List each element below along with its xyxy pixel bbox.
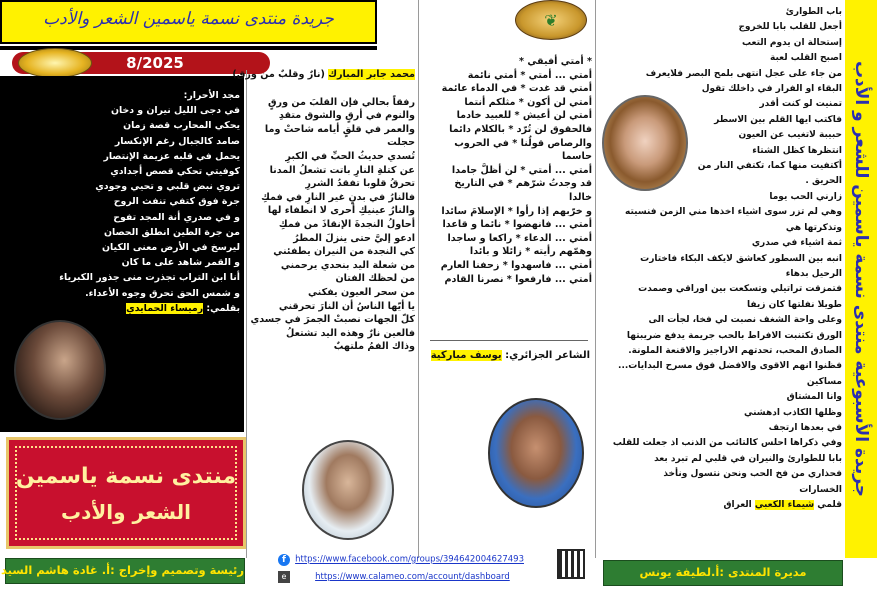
poem-line: وهمّهم رأيته * زائلا و بائدا (469, 246, 592, 258)
poem-line: وتذكرتها هي (785, 222, 842, 233)
poem-line: حبيبة لاتغيب عن العيون (738, 130, 842, 141)
poem-line: كوفيتي تحكي قصص أجدادي (110, 166, 240, 178)
author-name: محمد جابر المبارك (328, 69, 415, 80)
poem-line: طويلا نفلتها كان زيفا (747, 299, 842, 310)
gold-seal-emblem (18, 48, 92, 78)
poem-line: البقاء او الفرار في داخلك تقول (701, 84, 842, 95)
poem-line: أمتي ... الدعاء * راكعا و ساجدا (447, 232, 592, 244)
poem-line: كلّ الجهات نصبتْ الجمرَ في جسدي (250, 314, 415, 326)
signature-prefix: بقلمي: (206, 302, 240, 314)
poem-line: انبه بين السطور كعاشق لايكف البكاء فاختارت (640, 253, 842, 264)
poem-line: الخسارات (799, 484, 842, 495)
poem-line: حاسما (562, 151, 592, 163)
poem-line: أحاولُ النجدةَ الإنقاذَ من فمكِ (278, 218, 415, 230)
author-photo-center (488, 398, 584, 508)
poem-line: والرصاص قولُنا * في الحروب (454, 137, 592, 149)
poem-line: تُسدي حديثُ الحبِّ في الكبرِ (285, 150, 415, 162)
author-name: رميساء الحمايدي (126, 302, 204, 314)
article-mid (232, 68, 415, 354)
facebook-link-row[interactable] (278, 549, 558, 564)
poem-line: الصادق المحب، تحدتهم الاراجيز والاقنعة الملونة. (628, 345, 842, 356)
poem-line: وعلى واحة الشغف نصبت لي فخا، لجأت الى (648, 315, 842, 326)
poem-line: يا أيّها الناسُ أن النارَ تحرقني (278, 300, 415, 312)
poem-line: * أمتي أفيقي * (518, 56, 592, 67)
article-left (6, 88, 240, 316)
forum-logo-line2: الشعر والأدب (61, 500, 191, 524)
poem-line: و في صدري أنة المجد تفوح (113, 211, 240, 223)
poem-line: يحكي المحارب قصة زمان (123, 120, 240, 132)
poem-line: من جرة الطين انطلق الحصان (104, 226, 240, 238)
poem-line: الرحيل بدهاء (785, 268, 842, 279)
signature-prefix: قلمي (817, 500, 842, 510)
author-photo-left (14, 320, 106, 420)
poem-line: قد وجدتُ شرّهم * في التاريخ (454, 178, 592, 190)
qr-code-icon (557, 549, 585, 579)
column-separator (595, 0, 596, 558)
column-separator (246, 70, 247, 558)
issue-date: 8/2025 (126, 54, 184, 72)
poem-line: الورق تكتنبت الافراط بالحب جريمة يدفع ضريبتها (626, 330, 842, 341)
poem-line: ليرسخ في الأرض معنى الكيان (102, 242, 240, 254)
signature-line (6, 301, 240, 316)
author-photo-right (602, 95, 688, 191)
author-photo-mid (302, 440, 394, 540)
poem-line: والنوم في أرقٍ والشوق متقدِ (278, 110, 415, 122)
side-banner-title: جريدة الأسبوعية منتدى نسمة ياسمين للشعر و الأدب (851, 60, 871, 498)
forum-logo (6, 437, 246, 549)
poem-line: و شمس الحق تحرق وجوه الأعداء. (85, 287, 240, 299)
poem-line: زارني الحب يوما (769, 191, 842, 202)
article-center (422, 55, 592, 286)
article-right (600, 5, 842, 513)
poem-line: إستحالة ان يدوم التعب (742, 37, 842, 48)
poem-line: رفقاً بحالي فإن القلبَ من ورقٍ (267, 96, 415, 108)
facebook-link[interactable]: https://www.facebook.com/groups/394642004627493 (295, 554, 524, 565)
poet-name: يوسف مباركية (430, 350, 502, 361)
poem-line: عن كتلةِ النارِ باتت تشعلُ المدنا (269, 164, 415, 176)
article-title: (نارٌ وقلبٌ من ورق) (232, 69, 325, 80)
poem-line: فتمزقت تراتيلي وتسكعت بين اوراقي وصمدت (638, 284, 842, 295)
poem-line: أمتي ... أمتي * لن أظلَّ جامدا (451, 164, 592, 176)
poem-line: أمتي لن أكون * مثلكم أنتما (464, 96, 592, 108)
poem-line: باب الطوارئ (785, 7, 842, 17)
poem-line: حجلت (387, 137, 415, 149)
poem-line: وانا المشتاق (786, 392, 842, 403)
poem-line: فالنارُ في بدنٍ غير النارِ في فمكِ (261, 191, 415, 203)
poem-line: والعمر في قلقٍ أيامه شاحتْ وما (264, 123, 415, 135)
poem-line: من شعلة اليد بنحدي يرحمني (280, 259, 415, 271)
poem-line: في بعدها ارتجف (768, 422, 842, 433)
poem-line: الحريق . (805, 176, 842, 187)
poem-line: ثمة اشياء في صدري (751, 238, 842, 249)
poem-line: من جاء على عجل انتهى بلمح البصر فلايعرف (645, 68, 842, 79)
poem-line: يحمل في قلبه عزيمة الإنتصار (103, 150, 240, 162)
poem-line: و القمر شاهد على ما كان (121, 257, 240, 269)
column-separator (418, 0, 419, 558)
poem-line: أمتي ... فانهضوا * نائما و قاعدا (442, 219, 592, 231)
side-banner (845, 0, 877, 558)
poem-line: انتظرها كظل الشتاء (752, 145, 842, 156)
poem-line: تروي نبض قلبي و تحيي وجودي (95, 181, 240, 193)
poem-line: أمتي ... فارفعوا * نصرنا القادم (444, 273, 592, 285)
poem-line: وظلها الكاذب ادهشني (744, 407, 842, 418)
calameo-link[interactable]: https://www.calameo.com/account/dashboard (315, 571, 510, 582)
poem-line: أمتي ... فاسهدوا * زحفنا العارم (440, 259, 592, 271)
poem-line: مساكين (806, 376, 842, 387)
poem-line: أكتفيت منها كما، تكتفي النار من (697, 161, 842, 172)
poem-line: بابا للطوارئ والنيران في قلبي لم تبرد بعد (654, 453, 842, 464)
poem-line: وفي ذكراها احلس كالتائب من الذنب اذ جعلت للقلب (612, 438, 842, 449)
poem-line: وهي لم تزر سوى اشياء اخذها مني الزمن فنسيته (625, 207, 842, 218)
poem-line: خالدا (569, 191, 592, 203)
poem-line: تمنيت لو كنت أقدر (759, 99, 842, 110)
poem-line: مجد الأحرار: (183, 90, 240, 101)
poem-line: أمتي ... أمتي * أمتي نائمة (467, 69, 592, 81)
signature-line (600, 498, 842, 513)
author-country: العراق (723, 500, 752, 510)
poem-line: أجعل للقلب بابا للخروج (738, 22, 842, 33)
poem-line: اصبح القلب لعبة (770, 53, 842, 64)
poem-line: فالعين نارٌ وهذه اليد تشتعلُ (286, 327, 415, 339)
article-title-line (232, 68, 415, 82)
top-banner (0, 0, 377, 44)
banner-title: جريدة منتدى نسمة ياسمين الشعر والأدب (43, 9, 334, 29)
poem-line: صامد كالجبال رغم الإنكسار (114, 135, 240, 147)
calameo-link-row[interactable] (278, 566, 558, 581)
center-divider-line (430, 340, 588, 341)
poem-line: و خرّبهم إذا رأوا * الإسلامَ سائدا (441, 205, 592, 217)
poem-line: من لحظك الفتان (335, 273, 415, 285)
calameo-icon: e (278, 571, 290, 583)
footer-right-credit: مديرة المنتدى :أ.لطيفة يونس (603, 560, 843, 586)
poem-line: ادعو إليَّ حتى ينزلَ المطرُ (293, 232, 415, 244)
poem-line: فظنوا انهم الاقوى والافضل فوق مسرح البدايات... (618, 361, 842, 372)
poem-line: في دجى الليل نيران و دخان (110, 105, 240, 117)
poem-line: تحرقُ قلوبا تفقدُ الشررِ (305, 178, 415, 190)
poem-line: فحذاري من فخ الحب ونحن نتسول ونأخذ (663, 469, 842, 480)
poem-line: من سحر العيون يفكني (307, 286, 415, 298)
poet-label: الشاعر الجزائري: (505, 350, 590, 361)
footer-left-credit: رئيسة وتصميم وإخراج :أ. غادة هاشم السيد (5, 558, 245, 584)
author-name: شيماء الكعبي (754, 500, 815, 510)
poem-line: أنا ابن التراب تجذرت منى جذور الكبرياء (59, 272, 240, 284)
poem-line: فاكتب ايها القلم بين الاسطر (714, 114, 842, 125)
poem-line: أمتي لن أعيش * للعبيد خادما (456, 110, 592, 122)
emblem-top-center (515, 0, 587, 40)
poem-line: أمتي قد غدت * في الدماء عائمة (441, 83, 592, 95)
poem-line: كي النجدة من النيران يطفئني (273, 246, 415, 258)
facebook-icon: f (278, 554, 290, 566)
poem-line: وذاك الفمُ ملتهبٌ (333, 341, 415, 353)
poet-credit (430, 348, 590, 364)
poem-line: فالحقوق لن تُرّد * بالكلام دائما (449, 123, 592, 135)
hands-leaf-emblem-icon: ❦ (544, 11, 558, 30)
poem-line: جرة فوق كتفي تنفث الروح (113, 196, 240, 208)
poem-line: والنارُ عينيكِ أحرى لا انطفاء لها (267, 205, 415, 217)
forum-logo-line1: منتدى نسمة ياسمين (15, 464, 237, 489)
